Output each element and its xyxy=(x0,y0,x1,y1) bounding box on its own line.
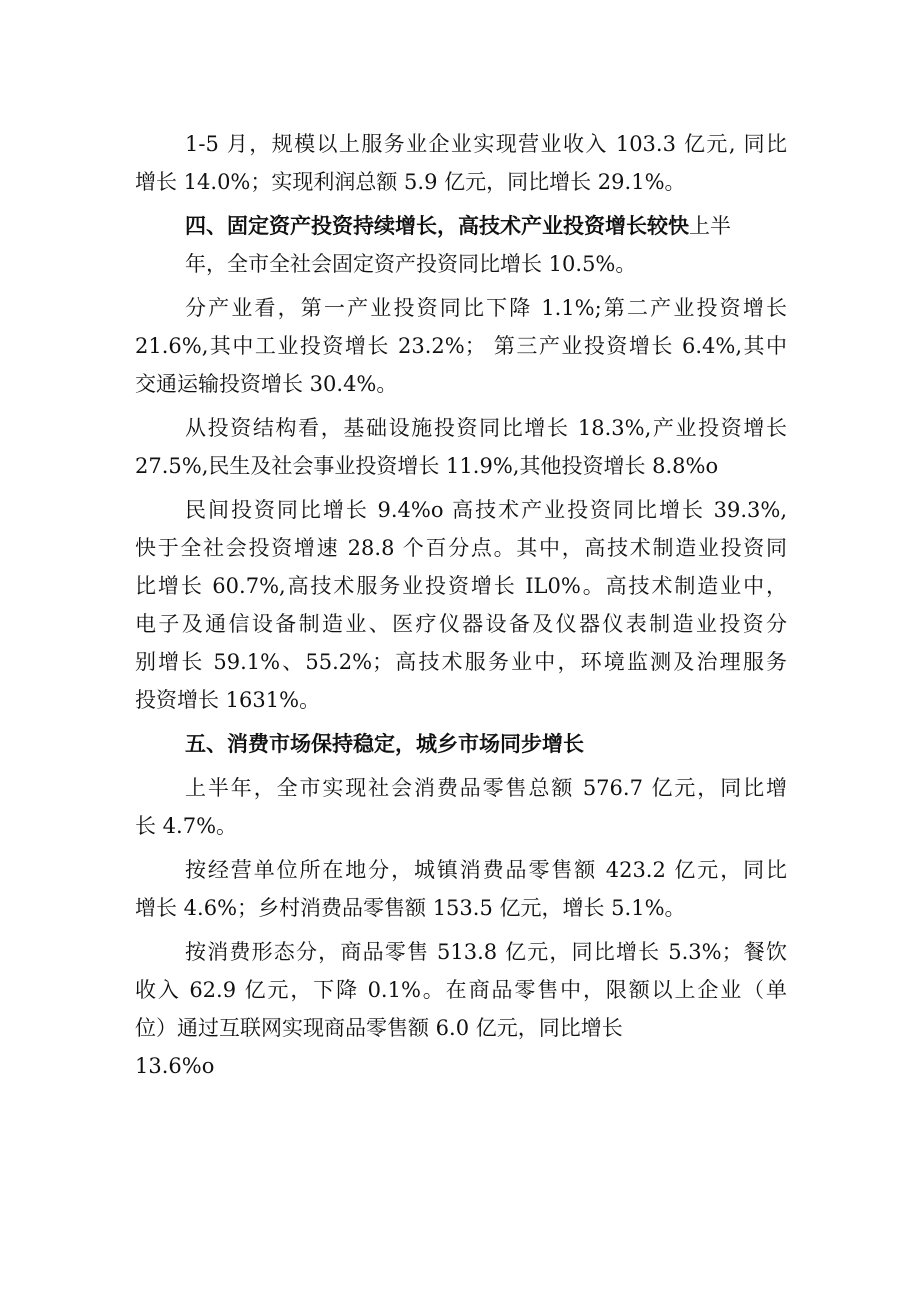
text-line: 增长 14.0%；实现利润总额 5.9 亿元，同比增长 29.1%。 xyxy=(135,170,686,194)
text-line: 分产业看，第一产业投资同比下降 1.1%;第二产业投资增长 xyxy=(185,296,787,320)
text-line: 别增长 59.1%、55.2%；高技术服务业中，环境监测及治理服务 xyxy=(135,650,787,674)
text-line: 从投资结构看，基础设施投资同比增长 18.3%,产业投资增长 xyxy=(185,416,787,440)
text-line: 13.6%o xyxy=(135,1054,215,1078)
paragraph-retail-total xyxy=(135,769,787,845)
text-line: 按消费形态分，商品零售 513.8 亿元，同比增长 5.3%；餐饮 xyxy=(185,940,787,964)
text-line: 快于全社会投资增速 28.8 个百分点。其中，高技术制造业投资同 xyxy=(135,536,787,560)
paragraph-urban-rural xyxy=(135,851,787,927)
text-line: 位）通过互联网实现商品零售额 6.0 亿元，同比增长 xyxy=(135,1016,623,1040)
text-line: 交通运输投资增长 30.4%。 xyxy=(135,372,398,396)
text-line: 按经营单位所在地分，城镇消费品零售额 423.2 亿元，同比 xyxy=(185,858,787,882)
text-line: 增长 4.6%；乡村消费品零售额 153.5 亿元，增长 5.1%。 xyxy=(135,896,686,920)
text-line: 投资增长 1631%。 xyxy=(135,688,321,712)
text-line: 收入 62.9 亿元，下降 0.1%。在商品零售中，限额以上企业（单 xyxy=(135,978,787,1002)
section-heading-four-text: 四、固定资产投资持续增长，高技术产业投资增长较快 xyxy=(185,214,689,238)
text-line: 长 4.7%。 xyxy=(135,814,238,838)
text-line: 年，全市全社会固定资产投资同比增长 10.5%。 xyxy=(185,252,637,276)
paragraph-by-industry xyxy=(135,289,787,403)
section-heading-five: 五、消费市场保持稳定，城乡市场同步增长 xyxy=(185,732,584,756)
section-five xyxy=(135,725,787,763)
text-line: 1-5 月，规模以上服务业企业实现营业收入 103.3 亿元, 同比 xyxy=(185,132,787,156)
section-heading-four xyxy=(135,207,787,245)
section-four xyxy=(135,207,787,283)
text-line: 上半年，全市实现社会消费品零售总额 576.7 亿元，同比增 xyxy=(185,776,787,800)
paragraph-consumption-form xyxy=(135,933,787,1085)
text-line: 电子及通信设备制造业、医疗仪器设备及仪器仪表制造业投资分 xyxy=(135,612,787,636)
paragraph-private-investment xyxy=(135,491,787,719)
paragraph-investment-structure xyxy=(135,409,787,485)
text-line: 比增长 60.7%,高技术服务业投资增长 IL0%。高技术制造业中， xyxy=(135,574,787,598)
text-line: 民间投资同比增长 9.4%o 高技术产业投资同比增长 39.3%, xyxy=(185,498,787,522)
heading-tail-text: 上半 xyxy=(689,214,731,238)
text-line: 21.6%,其中工业投资增长 23.2%； 第三产业投资增长 6.4%,其中 xyxy=(135,334,787,358)
paragraph-services-revenue xyxy=(135,125,787,201)
text-line: 27.5%,民生及社会事业投资增长 11.9%,其他投资增长 8.8%o xyxy=(135,454,719,478)
